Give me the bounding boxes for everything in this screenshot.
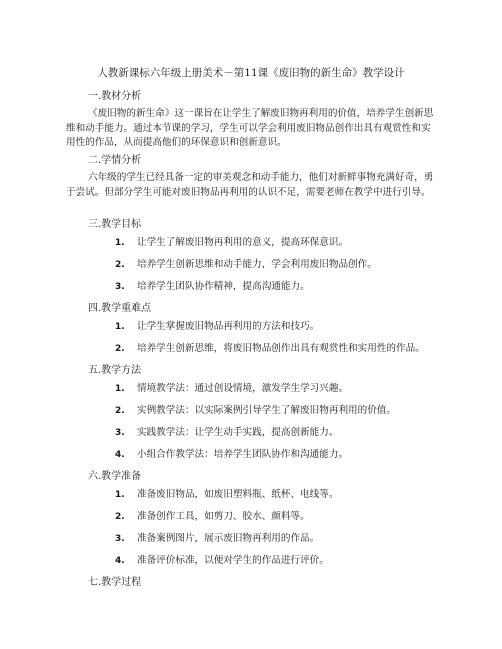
list-item <box>115 258 377 272</box>
list-number: 4. <box>115 556 125 566</box>
paragraph-textbook-analysis <box>66 107 438 151</box>
list-text: 准备案例图片，展示废旧物再利用的作品。 <box>137 533 320 544</box>
document-title: 人教新课标六年级上册美术－第11课《废旧物的新生命》教学设计 <box>97 67 405 79</box>
list-item <box>115 320 319 334</box>
section-heading-textbook-analysis: 一.教材分析 <box>88 91 142 102</box>
list-text: 实例教学法：以实际案例引导学生了解废旧物再利用的价值。 <box>137 405 397 416</box>
list-number: 1. <box>115 322 125 332</box>
section-heading-preparation: 六.教学准备 <box>88 471 142 482</box>
list-number: 1. <box>115 384 125 394</box>
list-item <box>115 488 338 502</box>
list-number: 2. <box>115 512 125 522</box>
section-heading-key-difficulties: 四.教学重难点 <box>88 303 152 314</box>
paragraph-text: 《废旧物的新生命》这一课旨在让学生了解废旧物再利用的价值，培养学生创新思维和动手能力。通过本节课的学习，学生可以学会利用废旧物品创作出具有观赏性和实用性的作品，从而提高他们的环保意识和创新意识。 <box>66 108 434 149</box>
list-number: 3. <box>115 282 125 292</box>
paragraph-student-analysis <box>66 171 438 200</box>
section-heading-teaching-methods: 五.教学方法 <box>88 365 142 376</box>
list-text: 培养学生团队协作精神，提高沟通能力。 <box>137 281 310 292</box>
list-text: 让学生掌握废旧物品再利用的方法和技巧。 <box>137 321 320 332</box>
list-item <box>115 426 338 440</box>
section-heading-teaching-goals: 三.教学目标 <box>88 219 142 230</box>
list-item <box>115 342 425 356</box>
list-item <box>115 532 319 546</box>
list-text: 准备创作工具，如剪刀、胶水、颜料等。 <box>137 511 310 522</box>
list-text: 培养学生创新思维和动手能力，学会利用废旧物品创作。 <box>137 259 377 270</box>
list-number: 2. <box>115 344 125 354</box>
list-item <box>115 404 396 418</box>
list-number: 2. <box>115 406 125 416</box>
list-number: 1. <box>115 238 125 248</box>
list-text: 让学生了解废旧物再利用的意义，提高环保意识。 <box>137 237 349 248</box>
list-item <box>115 554 329 568</box>
list-item <box>115 510 310 524</box>
list-item <box>115 280 310 294</box>
list-text: 培养学生创新思维，将废旧物品创作出具有观赏性和实用性的作品。 <box>137 343 425 354</box>
list-text: 小组合作教学法：培养学生团队协作和沟通能力。 <box>137 449 349 460</box>
list-item <box>115 382 348 396</box>
list-number: 3. <box>115 428 125 438</box>
list-number: 1. <box>115 490 125 500</box>
list-text: 实践教学法：让学生动手实践，提高创新能力。 <box>137 427 339 438</box>
paragraph-text: 六年级的学生已经具备一定的审美观念和动手能力，他们对新鲜事物充满好奇，勇于尝试。但部分学生可能对废旧物品再利用的认识不足，需要老师在教学中进行引导。 <box>66 172 434 198</box>
list-text: 准备废旧物品，如废旧塑料瓶、纸杯、电线等。 <box>137 489 339 500</box>
list-number: 2. <box>115 260 125 270</box>
list-item <box>115 448 348 462</box>
list-item <box>115 236 348 250</box>
list-text: 准备评价标准，以便对学生的作品进行评价。 <box>137 555 329 566</box>
section-heading-student-analysis: 二.学情分析 <box>88 155 142 166</box>
list-number: 3. <box>115 534 125 544</box>
list-number: 4. <box>115 450 125 460</box>
section-heading-teaching-process: 七.教学过程 <box>88 577 142 588</box>
list-text: 情境教学法：通过创设情境，激发学生学习兴趣。 <box>137 383 349 394</box>
